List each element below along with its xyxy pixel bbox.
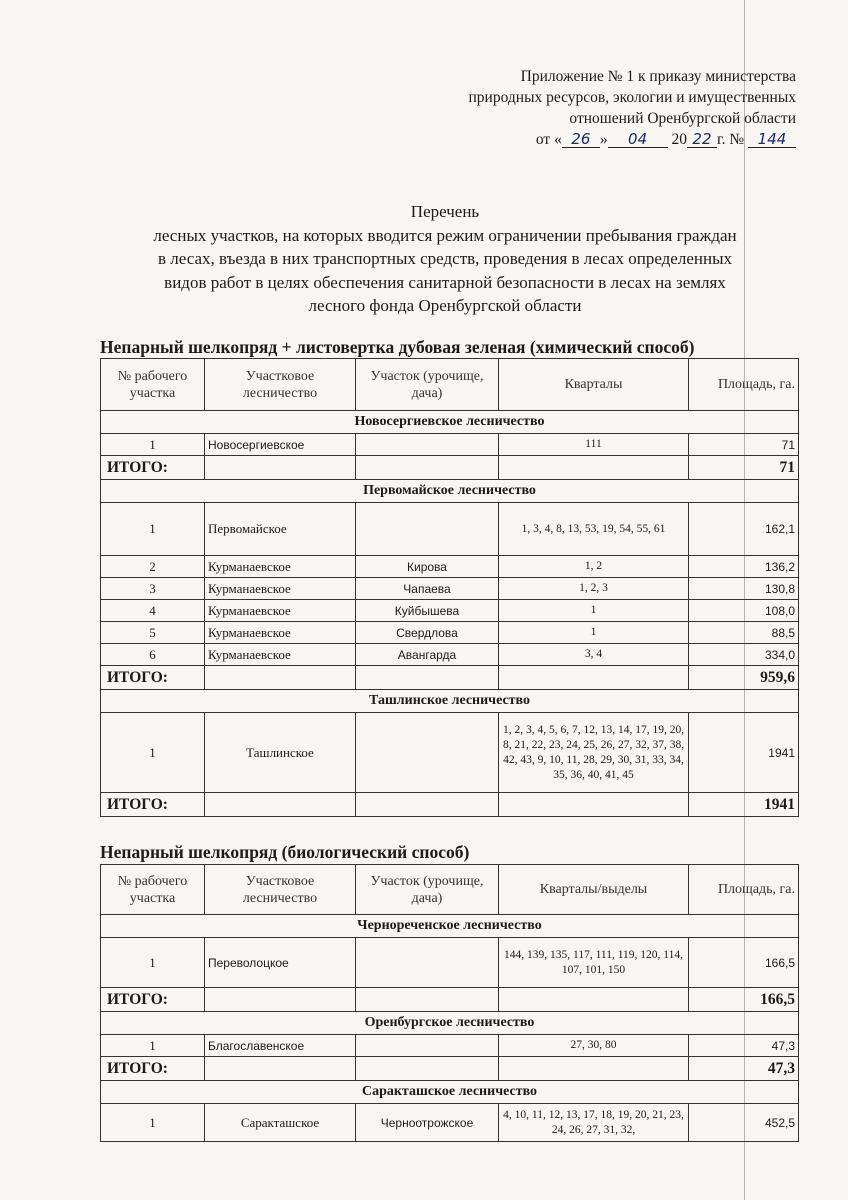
title-line-3: в лесах, въезда в них транспортных средств, проведения в лесах определенных — [157, 249, 732, 268]
group-name: Первомайское лесничество — [101, 480, 799, 503]
cell-forestry: Саракташское — [205, 1104, 356, 1142]
total-row — [101, 793, 799, 817]
total-label: ИТОГО: — [101, 988, 205, 1012]
group-name: Оренбургское лесничество — [101, 1012, 799, 1035]
total-row — [101, 666, 799, 690]
total-label: ИТОГО: — [101, 666, 205, 690]
total-value: 959,6 — [689, 666, 799, 690]
cell-forestry: Ташлинское — [205, 713, 356, 793]
cell-quarters: 1, 2, 3 — [499, 578, 689, 600]
cell-quarters: 1, 2, 3, 4, 5, 6, 7, 12, 13, 14, 17, 19, 20, 8, 21, 22, 23, 24, 25, 26, 27, 32, 37, 38, 42, 43, 9, 10, 11, 28, 29, 30, 31, 33, 34, 35, 36, 40, 41, 45 — [499, 713, 689, 793]
cell-site: Куйбышева — [356, 600, 499, 622]
cell-area: 1941 — [689, 713, 799, 793]
cell-site: Авангарда — [356, 644, 499, 666]
table-header-row — [101, 865, 799, 915]
cell-quarters: 27, 30, 80 — [499, 1035, 689, 1057]
cell-quarters: 1 — [499, 622, 689, 644]
cell-quarters: 1, 2 — [499, 556, 689, 578]
col-header-area: Площадь, га. — [689, 865, 799, 915]
title-line-2: лесных участков, на которых вводится режим ограничении пребывания граждан — [153, 225, 737, 245]
total-value: 47,3 — [689, 1057, 799, 1081]
total-label: ИТОГО: — [101, 1057, 205, 1081]
empty-cell — [356, 1057, 499, 1081]
cell-forestry: Благославенское — [205, 1035, 356, 1057]
cell-quarters: 1 — [499, 600, 689, 622]
total-label: ИТОГО: — [101, 456, 205, 480]
table-row — [101, 644, 799, 666]
cell-site: Свердлова — [356, 622, 499, 644]
date-suffix: г. № — [716, 131, 745, 148]
total-label: ИТОГО: — [101, 793, 205, 817]
table-row — [101, 1104, 799, 1142]
cell-forestry: Переволоцкое — [205, 938, 356, 988]
total-value: 71 — [689, 456, 799, 480]
cell-site — [356, 503, 499, 556]
cell-area: 166,5 — [689, 938, 799, 988]
group-row — [101, 1081, 799, 1104]
col-header-area: Площадь, га. — [689, 359, 799, 411]
empty-cell — [356, 456, 499, 480]
group-row — [101, 480, 799, 503]
date-month: 04 — [608, 131, 668, 148]
cell-forestry: Курманаевское — [205, 600, 356, 622]
cell-number: 1 — [101, 1035, 205, 1057]
empty-cell — [205, 1057, 356, 1081]
total-row — [101, 1057, 799, 1081]
cell-area: 452,5 — [689, 1104, 799, 1142]
empty-cell — [499, 988, 689, 1012]
cell-forestry: Курманаевское — [205, 556, 356, 578]
cell-area: 88,5 — [689, 622, 799, 644]
cell-site — [356, 434, 499, 456]
empty-cell — [499, 793, 689, 817]
table-row — [101, 713, 799, 793]
cell-number: 3 — [101, 578, 205, 600]
col-header-number: № рабочего участка — [101, 359, 205, 411]
date-year: 22 — [687, 131, 717, 148]
cell-number: 1 — [101, 713, 205, 793]
col-header-quarters: Кварталы/выделы — [499, 865, 689, 915]
total-value: 1941 — [689, 793, 799, 817]
col-header-quarters: Кварталы — [499, 359, 689, 411]
title-line-5: лесного фонда Оренбургской области — [308, 296, 582, 315]
total-row — [101, 456, 799, 480]
table-row — [101, 578, 799, 600]
cell-number: 1 — [101, 1104, 205, 1142]
table-row — [101, 938, 799, 988]
cell-number: 1 — [101, 503, 205, 556]
cell-quarters: 144, 139, 135, 117, 111, 119, 120, 114, 107, 101, 150 — [499, 938, 689, 988]
group-row — [101, 915, 799, 938]
table-header-row — [101, 359, 799, 411]
title-line-1: Перечень — [410, 202, 480, 221]
cell-quarters: 4, 10, 11, 12, 13, 17, 18, 19, 20, 21, 23, 24, 26, 27, 31, 32, — [499, 1104, 689, 1142]
table-row — [101, 622, 799, 644]
empty-cell — [205, 456, 356, 480]
cell-number: 6 — [101, 644, 205, 666]
table-row — [101, 600, 799, 622]
appendix-header — [396, 66, 796, 150]
cell-forestry: Курманаевское — [205, 622, 356, 644]
empty-cell — [499, 456, 689, 480]
cell-area: 136,2 — [689, 556, 799, 578]
table-row — [101, 434, 799, 456]
date-mid: » — [599, 131, 608, 148]
cell-quarters: 3, 4 — [499, 644, 689, 666]
group-name: Новосергиевское лесничество — [101, 411, 799, 434]
empty-cell — [205, 988, 356, 1012]
col-header-site: Участок (урочище, дача) — [356, 359, 499, 411]
total-value: 166,5 — [689, 988, 799, 1012]
group-row — [101, 411, 799, 434]
group-name: Чернореченское лесничество — [101, 915, 799, 938]
date-year-prefix: 20 — [671, 131, 687, 148]
cell-site — [356, 1035, 499, 1057]
col-header-site: Участок (урочище, дача) — [356, 865, 499, 915]
empty-cell — [499, 666, 689, 690]
cell-number: 4 — [101, 600, 205, 622]
order-number: 144 — [748, 131, 796, 148]
cell-site: Кирова — [356, 556, 499, 578]
cell-area: 47,3 — [689, 1035, 799, 1057]
header-line-3: отношений Оренбургской области — [569, 110, 796, 127]
cell-quarters: 111 — [499, 434, 689, 456]
cell-area: 334,0 — [689, 644, 799, 666]
table-row — [101, 556, 799, 578]
cell-site: Чапаева — [356, 578, 499, 600]
header-line-1: Приложение № 1 к приказу министерства — [520, 68, 796, 85]
group-name: Саракташское лесничество — [101, 1081, 799, 1104]
section-2-title: Непарный шелкопряд (биологический способ) — [100, 842, 470, 862]
cell-area: 108,0 — [689, 600, 799, 622]
empty-cell — [205, 666, 356, 690]
table-row — [101, 503, 799, 556]
header-line-2: природных ресурсов, экологии и имущественных — [468, 89, 796, 106]
section-1-table — [100, 358, 799, 817]
document-title — [100, 200, 790, 318]
cell-quarters: 1, 3, 4, 8, 13, 53, 19, 54, 55, 61 — [499, 503, 689, 556]
header-date-line — [396, 129, 796, 150]
cell-site — [356, 938, 499, 988]
group-row — [101, 690, 799, 713]
col-header-forestry: Участковое лесничество — [205, 359, 356, 411]
group-name: Ташлинское лесничество — [101, 690, 799, 713]
empty-cell — [205, 793, 356, 817]
section-2-table — [100, 864, 799, 1142]
empty-cell — [356, 793, 499, 817]
total-row — [101, 988, 799, 1012]
title-line-4: видов работ в целях обеспечения санитарной безопасности в лесах на землях — [164, 272, 726, 292]
cell-number: 1 — [101, 434, 205, 456]
empty-cell — [356, 988, 499, 1012]
cell-number: 1 — [101, 938, 205, 988]
col-header-number: № рабочего участка — [101, 865, 205, 915]
cell-site: Черноотрожское — [356, 1104, 499, 1142]
cell-forestry: Первомайское — [205, 503, 356, 556]
empty-cell — [356, 666, 499, 690]
date-day: 26 — [562, 131, 600, 148]
table-row — [101, 1035, 799, 1057]
cell-forestry: Новосергиевское — [205, 434, 356, 456]
cell-area: 71 — [689, 434, 799, 456]
cell-forestry: Курманаевское — [205, 578, 356, 600]
group-row — [101, 1012, 799, 1035]
cell-site — [356, 713, 499, 793]
cell-number: 2 — [101, 556, 205, 578]
cell-area: 130,8 — [689, 578, 799, 600]
cell-number: 5 — [101, 622, 205, 644]
cell-area: 162,1 — [689, 503, 799, 556]
section-1-title: Непарный шелкопряд + листовертка дубовая зеленая (химический способ) — [100, 337, 695, 357]
date-prefix: от « — [535, 131, 562, 148]
col-header-forestry: Участковое лесничество — [205, 865, 356, 915]
empty-cell — [499, 1057, 689, 1081]
cell-forestry: Курманаевское — [205, 644, 356, 666]
